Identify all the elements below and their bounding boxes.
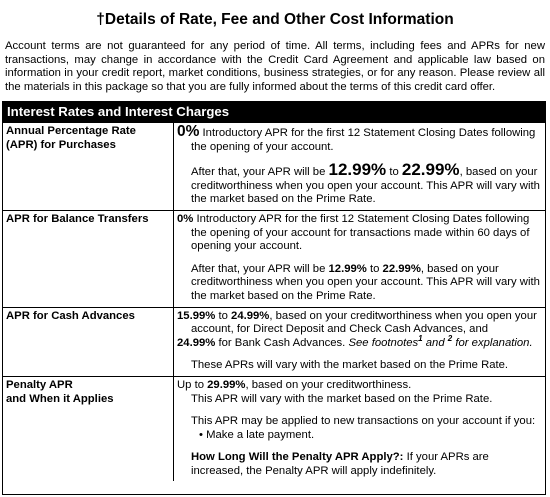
cash-advance-text: , based on your creditworthiness when you open your account, for Direct Deposit and Check Cash Advances, and: [191, 309, 537, 336]
penalty-rate: 29.99%: [207, 378, 246, 391]
footnote-reference: [348, 333, 533, 349]
row-label-line-2: and When it Applies: [6, 392, 114, 405]
row-value: [174, 308, 545, 376]
footnote-1: 1: [418, 333, 423, 343]
rate-to: to: [386, 166, 402, 179]
variable-rate-note: This APR will vary with the market based on the Prime Rate.: [191, 392, 493, 405]
intro-rate-description: Introductory APR for the first 12 Statement Closing Dates following the opening of your account.: [191, 127, 536, 153]
row-penalty-apr: [3, 376, 545, 482]
footnote-2: 2: [447, 333, 453, 343]
document-title: †Details of Rate, Fee and Other Cost Information: [96, 11, 454, 28]
row-label-line-1: Penalty APR: [6, 378, 73, 391]
bank-cash-advance-text: [177, 333, 542, 351]
bank-text: for Bank Cash Advances.: [215, 336, 349, 349]
row-value: [174, 123, 545, 210]
after-suffix: , based on your creditworthiness when you open your account. This APR will vary with the market based on the Prime Rate.: [191, 166, 540, 206]
bank-rate: 24.99%: [177, 336, 216, 349]
rate-low: 15.99%: [177, 309, 216, 322]
variable-rate-note: These APRs will vary with the market based on the Prime Rate.: [191, 359, 509, 372]
footnote-and: and: [422, 336, 448, 349]
rate-low: 12.99%: [328, 262, 367, 275]
intro-apr-text: [177, 125, 542, 154]
after-suffix: , based on your creditworthiness when you open your account. This APR will vary with the market based on the Prime Rate.: [191, 262, 540, 302]
after-apr-text: [177, 160, 542, 207]
row-label: Annual Percentage Rate (APR) for Purchases: [3, 123, 174, 210]
footnote-text: See footnotes: [348, 336, 419, 349]
intro-paragraph: Account terms are not guaranteed for any period of time. All terms, including fees and APRs for new transactions, may change in accordance with the Credit Card Agreement and applicable law based on information in your credit report, market conditions, business strategies, or for any reason. Please review all the materials in this package so that you are fully informed about the terms of this credit card offer.: [5, 40, 545, 93]
row-value: [174, 377, 545, 482]
bullet-icon: •: [199, 428, 203, 441]
row-value: [174, 211, 545, 307]
penalty-applied-text: This APR may be applied to new transactions on your account if you:: [191, 415, 536, 428]
after-prefix: After that, your APR will be: [191, 262, 329, 275]
after-apr-text: [177, 263, 542, 304]
row-cash-advances-apr: [3, 307, 545, 376]
row-balance-transfers-apr: [3, 210, 545, 307]
intro-apr-text: [177, 213, 542, 254]
rate-to: to: [215, 309, 232, 322]
rate-high: 22.99%: [401, 160, 460, 180]
interest-rates-table: [2, 101, 546, 495]
penalty-rate-text: [177, 379, 542, 393]
penalty-duration-question: How Long Will the Penalty APR Apply?:: [191, 451, 404, 464]
penalty-condition: [177, 429, 542, 443]
intro-rate: 0%: [177, 212, 194, 225]
penalty-condition-text: Make a late payment.: [206, 428, 315, 441]
penalty-duration-answer: If your APRs are increased, the Penalty APR will apply indefinitely.: [191, 451, 489, 477]
intro-rate-description: Introductory APR for the first 12 Statement Closing Dates following the opening of your account for transactions made within 60 days of opening your account.: [191, 212, 530, 253]
row-label: APR for Cash Advances: [3, 308, 174, 376]
penalty-duration-text: [177, 451, 542, 478]
table-header: Interest Rates and Interest Charges: [3, 102, 545, 122]
rate-high: 22.99%: [382, 262, 421, 275]
rate-low: 12.99%: [328, 160, 387, 180]
up-to: Up to: [177, 378, 208, 391]
rate-to: to: [366, 262, 383, 275]
rate-high: 24.99%: [231, 309, 270, 322]
after-prefix: After that, your APR will be: [191, 166, 329, 179]
penalty-rate-suffix: , based on your creditworthiness.: [245, 378, 412, 391]
intro-rate: 0%: [177, 123, 200, 140]
row-label: [3, 377, 174, 482]
footnote-explanation: for explanation.: [452, 336, 533, 349]
row-label: APR for Balance Transfers: [3, 211, 174, 307]
cash-advance-rates-text: [177, 310, 542, 337]
row-purchases-apr: [3, 122, 545, 210]
